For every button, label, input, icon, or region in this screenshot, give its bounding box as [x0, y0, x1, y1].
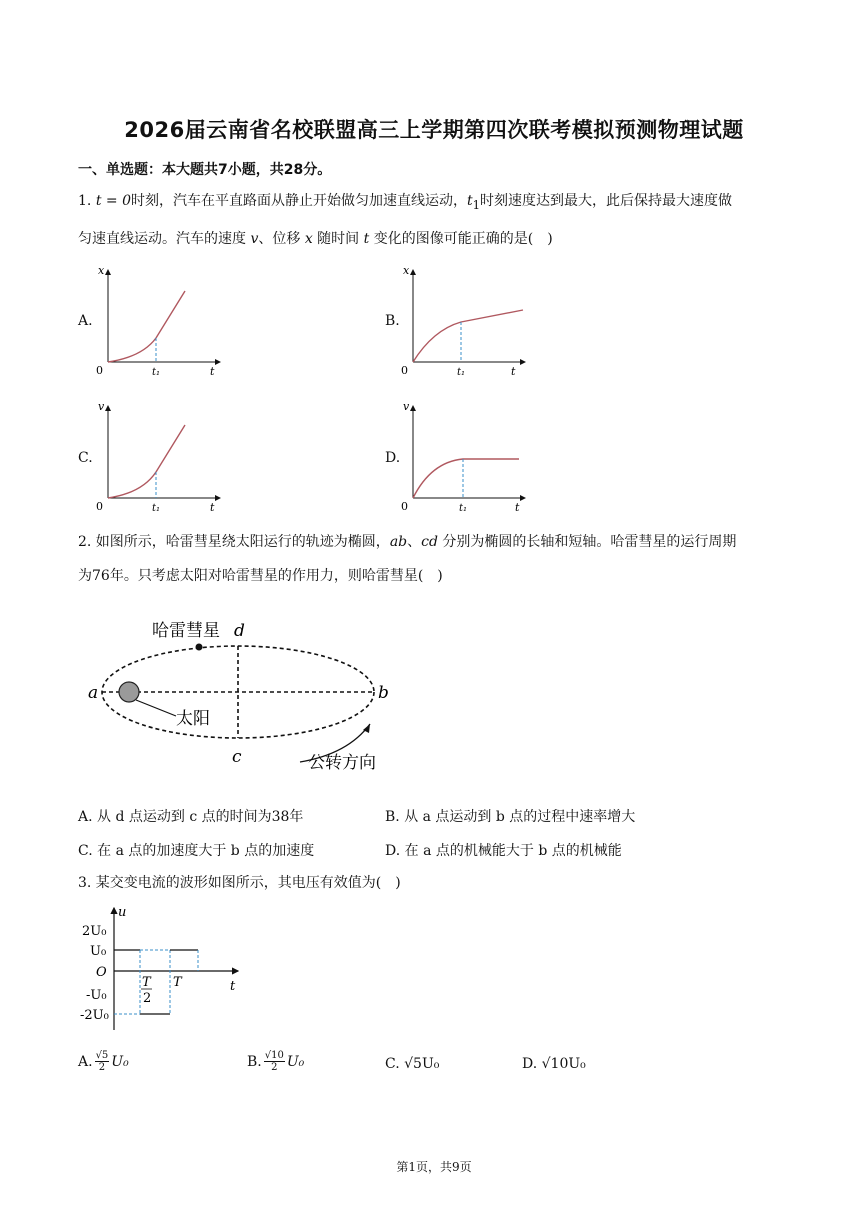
- q1-option-c-label[interactable]: C.: [78, 450, 93, 466]
- q1-stem-part: 时刻，汽车在平直路面从静止开始做匀加速直线运动，: [130, 193, 467, 209]
- tick-neg-2u0: -2U₀: [80, 1008, 109, 1023]
- q2-stem-part: 分别为椭圆的长轴和短轴。哈雷彗星的运行周期: [437, 534, 737, 550]
- question-2-stem: [78, 525, 794, 593]
- q1-v: v: [250, 230, 259, 247]
- curve: [108, 291, 185, 362]
- q1-option-a-label[interactable]: A.: [78, 313, 93, 329]
- q2-option-c[interactable]: C. 在 a 点的加速度大于 b 点的加速度: [78, 843, 315, 859]
- q3-b-numerator: √10: [264, 1050, 284, 1061]
- q1-x: x: [304, 230, 313, 247]
- comet-orbit-figure: [86, 612, 406, 782]
- q2-stem-part: 为76年。只考虑太阳对哈雷彗星的作用力，则哈雷彗星( ): [78, 568, 443, 584]
- q2-ab: ab: [389, 534, 408, 550]
- sun-label: 太阳: [176, 709, 210, 729]
- sun-circle: [119, 682, 139, 702]
- curve: [413, 459, 519, 498]
- q3-option-d[interactable]: D. √10U₀: [522, 1056, 586, 1072]
- graph-b: [397, 262, 537, 380]
- curve: [413, 310, 523, 362]
- q3-option-b[interactable]: [247, 1050, 304, 1073]
- comet-label: 哈雷彗星: [152, 621, 220, 641]
- q1-t-equals-zero: t = 0: [95, 193, 131, 209]
- origin-label: 0: [96, 364, 103, 377]
- origin-label: 0: [401, 500, 408, 513]
- q1-stem-part: 随时间: [312, 230, 364, 247]
- axis-label-x: x: [403, 264, 410, 277]
- axis-label-t: t: [210, 501, 215, 514]
- q3-option-a[interactable]: [78, 1050, 129, 1073]
- tick-2u0: 2U₀: [82, 924, 107, 939]
- axis-label-v: v: [403, 400, 410, 413]
- section-heading: 一、单选题：本大题共7小题，共28分。: [78, 162, 332, 178]
- origin-label: 0: [401, 364, 408, 377]
- waveform-figure: [78, 902, 258, 1032]
- tick-u0: U₀: [90, 944, 107, 959]
- point-c-label: c: [232, 747, 242, 767]
- question-1-stem: [78, 184, 794, 256]
- q1-t1-sub: 1: [472, 197, 481, 212]
- q1-stem-part: 匀速直线运动。汽车的速度: [78, 230, 251, 247]
- q3-b-unit: U₀: [286, 1053, 305, 1070]
- q3-b-denominator: 2: [271, 1062, 278, 1073]
- question-3-stem: 3. 某交变电流的波形如图所示，其电压有效值为( ): [78, 875, 401, 891]
- curve: [108, 425, 185, 498]
- origin-label: 0: [96, 500, 103, 513]
- direction-label: 公转方向: [308, 753, 376, 773]
- q1-t1: t: [466, 193, 473, 209]
- point-b-label: b: [378, 683, 389, 703]
- q3-b-fraction: [264, 1050, 285, 1073]
- q2-option-a[interactable]: A. 从 d 点运动到 c 点的时间为38年: [78, 809, 304, 825]
- point-a-label: a: [88, 683, 99, 703]
- q3-option-c[interactable]: C. √5U₀: [385, 1056, 440, 1072]
- graph-c: [92, 398, 232, 516]
- axis-label-v: v: [98, 400, 105, 413]
- axis-label-t: t: [515, 501, 520, 514]
- point-d-label: d: [234, 621, 245, 641]
- q1-option-b-label[interactable]: B.: [385, 313, 400, 329]
- q1-stem-part: 、位移: [258, 230, 305, 247]
- half-t-numerator: T: [142, 975, 151, 990]
- page-footer: 第1页，共9页: [396, 1160, 472, 1174]
- paper-title: 2026届云南省名校联盟高三上学期第四次联考模拟预测物理试题: [124, 118, 744, 142]
- sun-pointer: [136, 700, 176, 716]
- q1-stem-part: 时刻速度达到最大，此后保持最大速度做: [480, 193, 733, 209]
- q1-number: 1.: [78, 193, 96, 209]
- axis-label-t: t: [210, 365, 215, 378]
- q1-stem-part: 变化的图像可能正确的是( ): [369, 230, 553, 247]
- q3-b-label: B.: [247, 1053, 262, 1070]
- tick-neg-u0: -U₀: [86, 988, 107, 1003]
- axis-label-x: x: [98, 264, 105, 277]
- t-period-label: T: [173, 975, 182, 990]
- q3-a-numerator: √5: [95, 1050, 109, 1061]
- q2-cd: cd: [421, 534, 438, 550]
- q1-option-d-label[interactable]: D.: [385, 450, 401, 466]
- t1-label: t₁: [152, 367, 161, 378]
- u-label: u: [118, 905, 127, 920]
- q2-sep: 、: [407, 534, 422, 550]
- q2-option-b[interactable]: B. 从 a 点运动到 b 点的过程中速率增大: [385, 809, 636, 825]
- t-label: t: [230, 979, 236, 994]
- t1-label: t₁: [152, 503, 161, 514]
- graph-a: [92, 262, 232, 380]
- q3-a-denominator: 2: [98, 1062, 106, 1073]
- q2-option-d[interactable]: D. 在 a 点的机械能大于 b 点的机械能: [385, 843, 622, 859]
- q3-a-fraction: [95, 1050, 110, 1073]
- axis-label-t: t: [511, 365, 516, 378]
- comet-dot: [196, 644, 203, 651]
- q3-a-label: A.: [78, 1053, 93, 1070]
- t1-label: t₁: [457, 367, 466, 378]
- q2-stem-part: 2. 如图所示，哈雷彗星绕太阳运行的轨迹为椭圆，: [78, 534, 390, 550]
- t1-label: t₁: [459, 503, 468, 514]
- graph-d: [397, 398, 537, 516]
- q1-t: t: [363, 230, 370, 247]
- q3-a-unit: U₀: [111, 1053, 129, 1070]
- origin-label: O: [96, 965, 107, 980]
- half-t-denominator: 2: [143, 991, 152, 1006]
